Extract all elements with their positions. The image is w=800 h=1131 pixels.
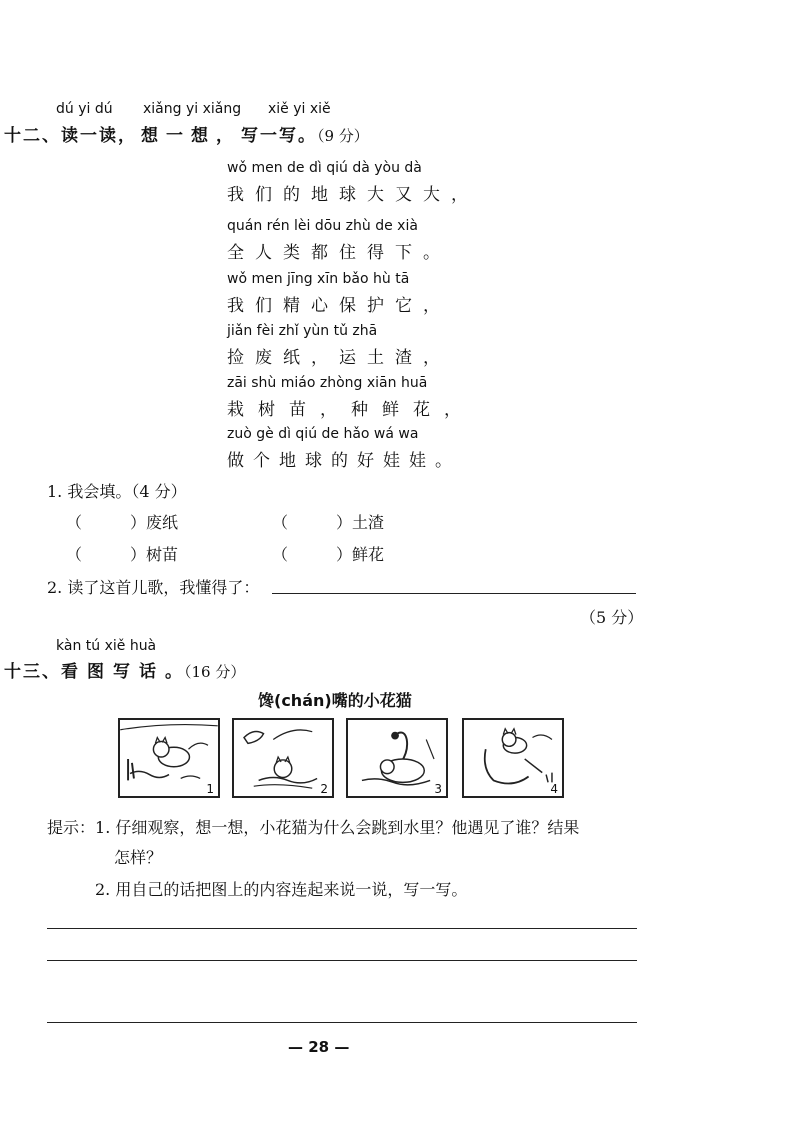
q2-label: 2. 读了这首儿歌，我懂得了： [47,578,260,597]
picture-number-3: 3 [434,782,442,796]
blank-open: （ [272,545,289,564]
blank-word: 土渣 [352,513,385,532]
blank-close: ） [130,513,147,532]
picture-number-1: 1 [206,782,214,796]
q1-blank-4[interactable] [272,542,384,565]
writing-line-2[interactable] [47,960,637,961]
poem-line-3: 我们精心保护它， [227,296,451,316]
cat-in-water-illustration [234,720,332,796]
q1-blank-2[interactable] [272,510,384,533]
s13-pinyin: kàn tú xiě huà [56,638,157,654]
poem-pinyin-5: zāi shù miáo zhòng xiān huā [227,375,428,391]
q1-blank-1[interactable] [66,510,178,533]
blank-close: ） [130,545,147,564]
blank-word: 废纸 [146,513,179,532]
poem-pinyin-4: jiǎn fèi zhǐ yùn tǔ zhā [227,323,378,339]
poem-line-4: 捡废纸，运土渣， [227,348,451,368]
poem-pinyin-6: zuò gè dì qiú de hǎo wá wa [227,426,419,442]
poem-line-6: 做个地球的好娃娃。 [227,451,461,471]
section-12-part-write: 写一写 [241,126,298,146]
blank-word: 树苗 [146,545,179,564]
section-12-heading [4,121,369,146]
hint-line-1 [47,815,579,838]
blank-open: （ [66,513,83,532]
hint-2: 2. 用自己的话把图上的内容连起来说一说，写一写。 [95,880,468,899]
section-13-period: 。 [165,662,184,682]
story-title: 馋(chán)嘴的小花猫 [258,691,412,710]
cat-on-swan-illustration [464,720,562,796]
section-12-period: 。 [298,126,317,146]
blank-open: （ [272,513,289,532]
section-12-part-read: 读一读， [61,126,137,146]
picture-number-2: 2 [320,782,328,796]
blank-close: ） [336,545,353,564]
section-13-title: 看图写话 [61,662,165,682]
q1-label: 1. 我会填。（4 分） [47,482,187,501]
q2-answer-line[interactable] [272,593,636,594]
section-13-number: 十三、 [4,662,61,682]
hint-label: 提示： [47,818,96,837]
s12-pinyin-1: dú yi dú [56,101,113,117]
blank-open: （ [66,545,83,564]
s12-pinyin-3: xiě yi xiě [268,101,331,117]
poem-pinyin-3: wǒ men jīng xīn bǎo hù tā [227,271,410,287]
poem-pinyin-2: quán rén lèi dōu zhù de xià [227,218,418,234]
blank-close: ） [336,513,353,532]
section-12-score: （9 分） [317,127,369,145]
hint-1: 1. 仔细观察，想一想，小花猫为什么会跳到水里？他遇见了谁？结果 [95,818,580,837]
story-picture-1 [118,718,220,798]
q1-blank-3[interactable] [66,542,178,565]
story-picture-2 [232,718,334,798]
writing-line-3[interactable] [47,1022,637,1023]
section-12-part-think: 想一想， [141,126,241,146]
hint-1-continued: 怎样？ [114,848,163,867]
cat-fishing-illustration [120,720,218,796]
blank-word: 鲜花 [352,545,385,564]
page-number: — 28 — [288,1038,350,1056]
s12-pinyin-2: xiǎng yi xiǎng [143,101,242,117]
poem-line-1: 我们的地球大又大， [227,185,479,205]
q2-score: （5 分） [580,608,644,627]
story-picture-4 [462,718,564,798]
poem-line-2: 全人类都住得下。 [227,243,451,263]
story-picture-3 [346,718,448,798]
writing-line-1[interactable] [47,928,637,929]
section-12-number: 十二、 [4,126,61,146]
poem-line-5: 栽树苗，种鲜花， [227,400,475,420]
poem-pinyin-1: wǒ men de dì qiú dà yòu dà [227,160,422,176]
picture-number-4: 4 [550,782,558,796]
swan-meets-cat-illustration [348,720,446,796]
section-13-heading [4,657,245,682]
section-13-score: （16 分） [184,663,246,681]
